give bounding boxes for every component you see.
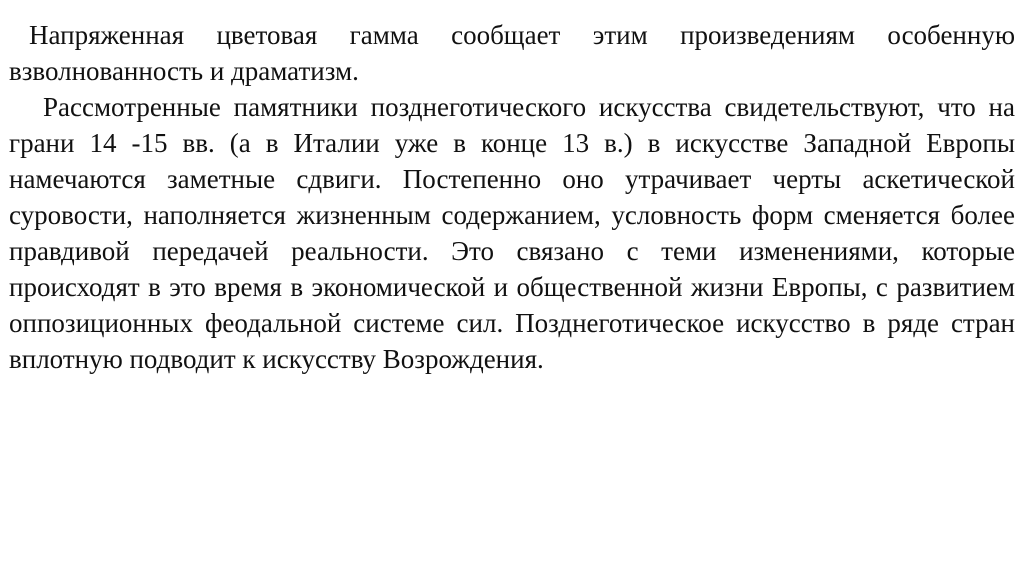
body-text [9,17,1015,377]
paragraph-2: Рассмотренные памятники позднеготического искусства свидетельствуют, что на грани 14 -15 вв. (а в Италии уже в конце 13 в.) в искусстве Западной Европы намечаются заметные сдвиги. Постепенно оно утрачивает черты аскетической суровости, наполняется жизненным содержанием, условность форм сменяется более правдивой передачей реальности. Это связано с теми изменениями, которые происходят в это время в экономической и общественной жизни Европы, с развитием оппозиционных феодальной системе сил. Позднеготическое искусство в ряде стран вплотную подводит к искусству Возрождения. [9,92,1015,374]
paragraph-1: Напряженная цветовая гамма сообщает этим произведениям особенную взволнованность и драматизм. [9,20,1015,86]
